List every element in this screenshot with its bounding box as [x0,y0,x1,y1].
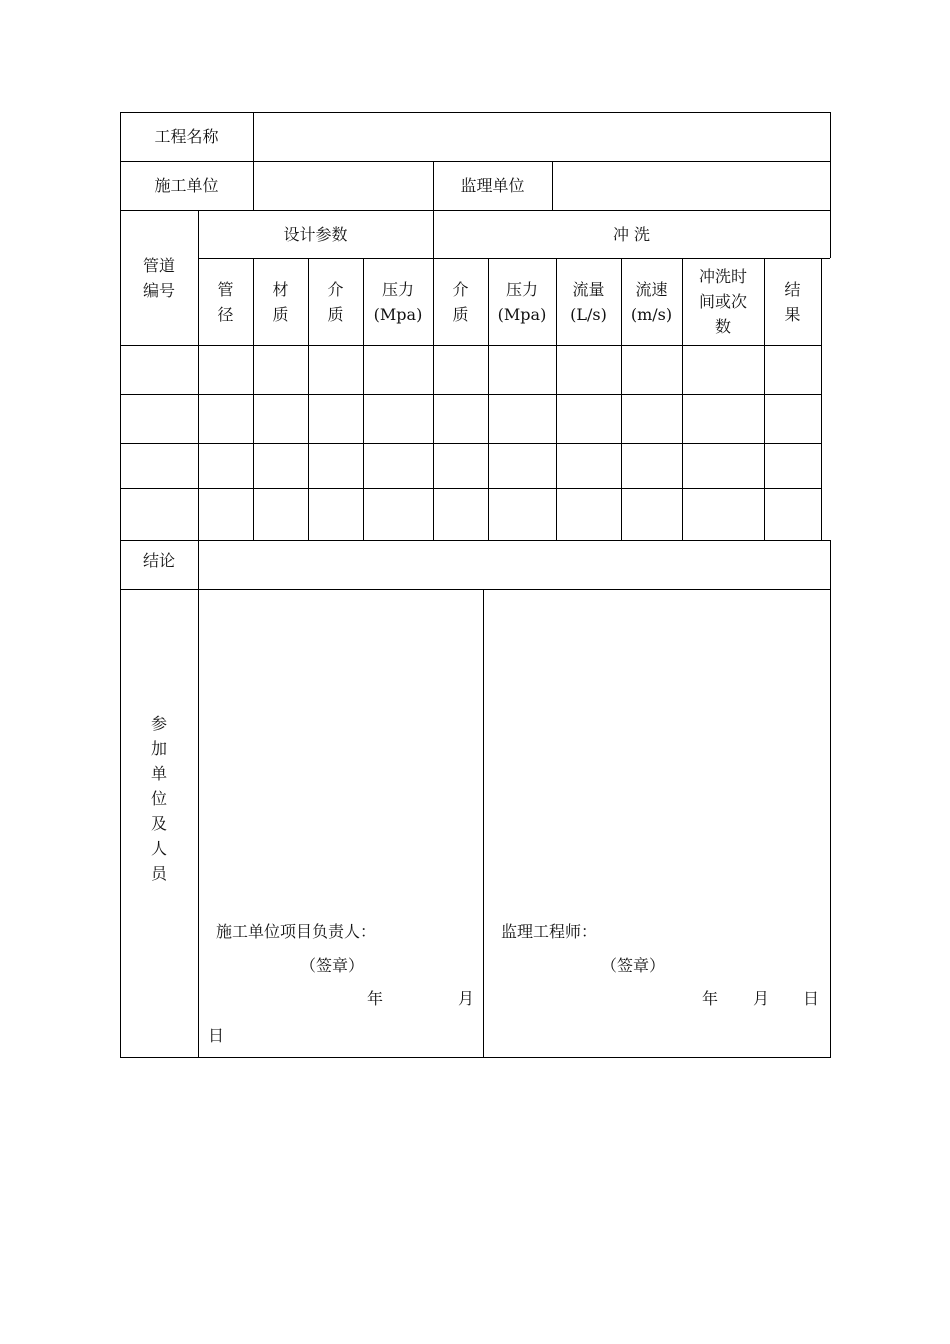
flush-label: 冲 洗 [612,225,651,244]
col-material: 材 质 [272,280,289,324]
contractor-day: 日 [208,1026,225,1045]
supervisor-field[interactable] [557,173,825,198]
pipe-number-label: 管道 编号 [142,256,175,300]
supervisor-sign-title: 监理工程师： [501,922,598,941]
conclusion-field[interactable] [204,552,824,577]
contractor-year: 年 [367,989,384,1008]
supervisor-month: 月 [753,989,770,1008]
col-pressure: 压力 (Mpa) [373,280,423,324]
supervisor-year: 年 [702,989,719,1008]
participants-label: 参 加 单 位 及 人 员 [150,714,167,883]
contractor-sign-title: 施工单位项目负责人： [216,922,377,941]
supervisor-stamp: （签章） [601,956,666,975]
table-row[interactable] [121,395,821,443]
table-row[interactable] [121,489,821,540]
table-row[interactable] [121,444,821,488]
contractor-field[interactable] [258,173,428,198]
col-diameter: 管 径 [217,280,234,324]
contractor-stamp: （签章） [300,956,365,975]
col-velocity: 流速 (m/s) [630,280,673,324]
conclusion-label: 结论 [142,551,175,570]
contractor-label: 施工单位 [154,176,219,195]
table-row[interactable] [121,346,821,394]
supervisor-day: 日 [803,989,820,1008]
col-flush-medium: 介 质 [452,280,469,324]
supervisor-label: 监理单位 [460,176,525,195]
design-params-label: 设计参数 [283,225,348,244]
col-flush-pressure: 压力 (Mpa) [497,280,547,324]
col-medium: 介 质 [327,280,344,324]
col-flush-time: 冲洗时 间或次 数 [698,267,747,336]
col-result: 结 果 [784,280,801,324]
project-name-field[interactable] [258,124,823,149]
project-name-label: 工程名称 [154,127,219,146]
contractor-month: 月 [458,989,475,1008]
col-flow: 流量 (L/s) [570,280,607,324]
